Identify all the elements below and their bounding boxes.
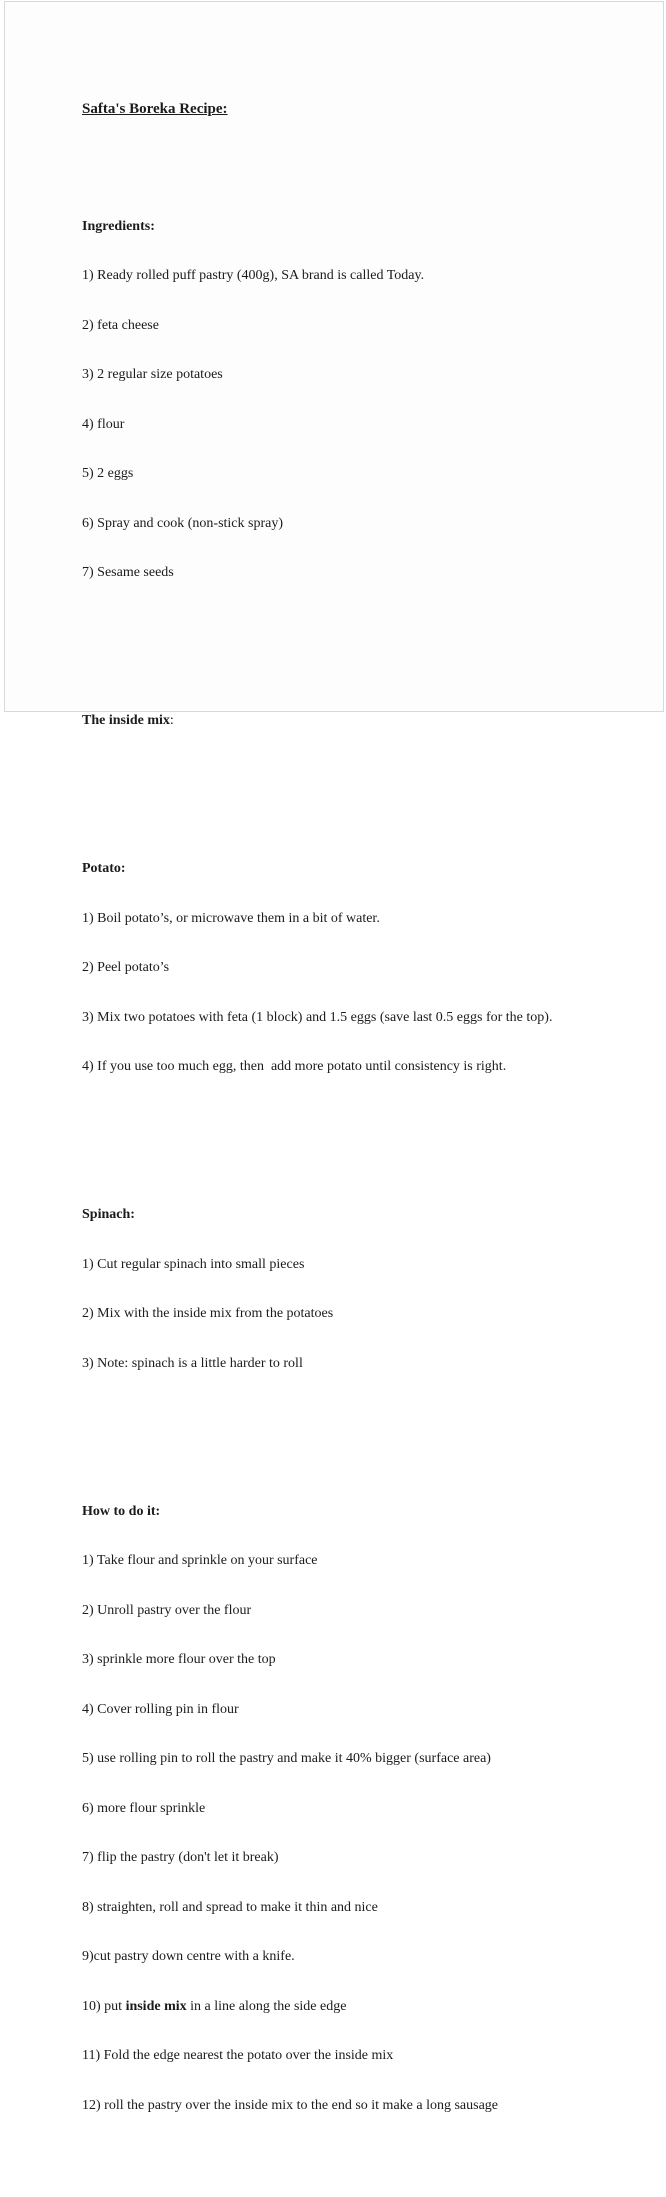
how-to-step: 5) use rolling pin to roll the pastry and make it 40% bigger (surface area)	[82, 1751, 491, 1766]
spinach-heading: Spinach:	[82, 1207, 135, 1222]
section-inside-mix	[82, 680, 625, 763]
page-frame	[4, 1, 664, 2113]
potato-step: 3) Mix two potatoes with feta (1 block) and 1.5 eggs (save last 0.5 eggs for the top).	[82, 1009, 553, 1025]
potato-step: 1) Boil potato’s, or microwave them in a bit of water.	[82, 910, 380, 926]
how-to-step-10	[82, 1999, 625, 2016]
how-to-step: 7) flip the pastry (don't let it break)	[82, 1850, 279, 1865]
how-to-step-10-suffix: in a line along the side edge	[186, 1998, 347, 2014]
potato-step: 2) Peel potato’s	[82, 960, 170, 975]
ingredient-item: 2) feta cheese	[82, 317, 159, 333]
how-to-step: 12) roll the pastry over the inside mix to the end so it make a long sausage	[82, 2097, 499, 2113]
section-ingredients	[82, 186, 625, 615]
how-to-heading: How to do it:	[82, 1503, 161, 1519]
ingredient-item: 6) Spray and cook (non-stick spray)	[82, 515, 284, 531]
how-to-step-10-bold: inside mix	[125, 1998, 187, 2014]
potato-heading: Potato:	[82, 861, 126, 876]
ingredient-item: 1) Ready rolled puff pastry (400g), SA brand is called Today.	[82, 268, 425, 283]
ingredient-item: 7) Sesame seeds	[82, 565, 174, 580]
inside-mix-heading-bold: The inside mix	[82, 713, 170, 728]
spinach-step: 2) Mix with the inside mix from the potatoes	[82, 1306, 334, 1321]
inside-mix-heading	[82, 713, 625, 730]
how-to-step-10-prefix: 10) put	[82, 1998, 126, 2014]
ingredient-item: 4) flour	[82, 416, 125, 432]
spinach-step: 1) Cut regular spinach into small pieces	[82, 1256, 305, 1272]
recipe-document	[5, 2, 663, 2197]
how-to-step: 2) Unroll pastry over the flour	[82, 1602, 252, 1618]
section-how-to	[82, 1471, 625, 2148]
how-to-step: 1) Take flour and sprinkle on your surface	[82, 1553, 318, 1568]
ingredients-heading: Ingredients:	[82, 218, 155, 234]
ingredient-item: 3) 2 regular size potatoes	[82, 367, 223, 382]
potato-step: 4) If you use too much egg, then add more potato until consistency is right.	[82, 1059, 507, 1074]
how-to-step: 8) straighten, roll and spread to make it thin and nice	[82, 1899, 378, 1915]
how-to-step: 4) Cover rolling pin in flour	[82, 1701, 239, 1717]
recipe-title: Safta's Boreka Recipe:	[82, 100, 228, 117]
inside-mix-heading-colon: :	[169, 713, 174, 728]
how-to-step: 3) sprinkle more flour over the top	[82, 1652, 276, 1667]
section-potato	[82, 828, 625, 1109]
how-to-step: 6) more flour sprinkle	[82, 1800, 206, 1816]
spinach-step: 3) Note: spinach is a little harder to roll	[82, 1355, 303, 1371]
ingredient-item: 5) 2 eggs	[82, 466, 134, 481]
section-spinach	[82, 1174, 625, 1405]
how-to-step: 9)cut pastry down centre with a knife.	[82, 1949, 295, 1964]
how-to-step: 11) Fold the edge nearest the potato over the inside mix	[82, 2048, 394, 2063]
